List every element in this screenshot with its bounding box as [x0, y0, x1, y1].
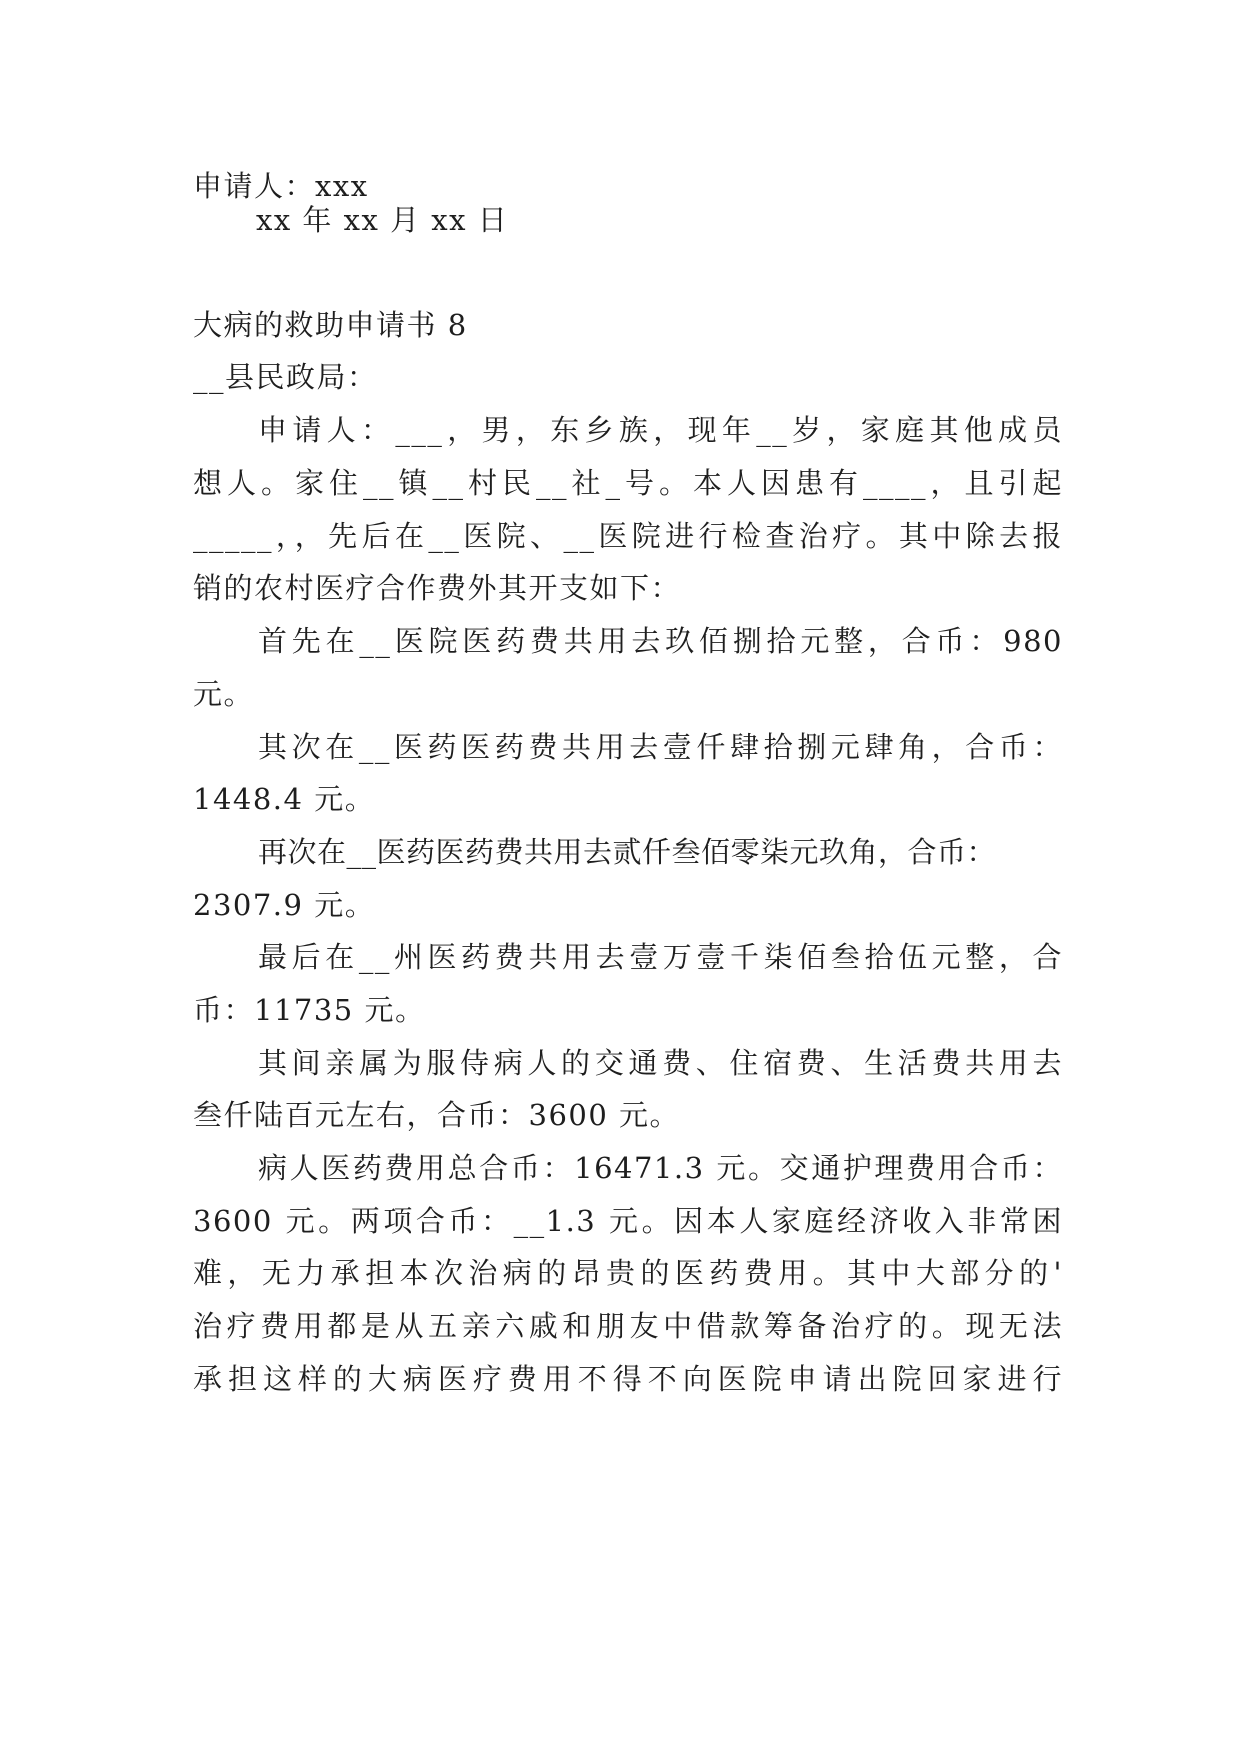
body-line: 想人。家住__镇__村民__社_号。本人因患有____，且引起: [193, 466, 1063, 500]
body-line: 销的农村医疗合作费外其开支如下：: [193, 571, 682, 605]
body-line: 其间亲属为服侍病人的交通费、住宿费、生活费共用去: [258, 1046, 1063, 1080]
body-line: 3600 元。两项合币：__1.3 元。因本人家庭经济收入非常困: [193, 1204, 1063, 1238]
body-line: 叁仟陆百元左右，合币：3600 元。: [193, 1098, 681, 1132]
body-line: 元。: [193, 677, 255, 711]
recipient-line: __县民政局：: [193, 360, 378, 394]
body-line: 2307.9 元。: [193, 888, 376, 922]
body-line: 1448.4 元。: [193, 782, 376, 816]
body-line: 申请人：___，男，东乡族，现年__岁，家庭其他成员: [258, 413, 1063, 447]
body-line: _____，，先后在__医院、__医院进行检查治疗。其中除去报: [193, 519, 1063, 553]
body-line: 难，无力承担本次治病的昂贵的医药费用。其中大部分的': [193, 1256, 1063, 1290]
document-title: 大病的救助申请书 8: [193, 308, 468, 342]
signature-date: xx 年 xx 月 xx 日: [256, 203, 509, 237]
body-line: 病人医药费用总合币：16471.3 元。交通护理费用合币：: [258, 1151, 1063, 1185]
body-line: 承担这样的大病医疗费用不得不向医院申请出院回家进行: [193, 1362, 1063, 1396]
body-line: 再次在__医药医药费共用去贰仟叁佰零柒元玖角，合币：: [258, 835, 997, 869]
body-line: 其次在__医药医药费共用去壹仟肆拾捌元肆角，合币：: [258, 730, 1063, 764]
body-line: 治疗费用都是从五亲六戚和朋友中借款筹备治疗的。现无法: [193, 1309, 1063, 1343]
body-line: 最后在__州医药费共用去壹万壹千柒佰叁拾伍元整，合: [258, 940, 1063, 974]
body-line: 币：11735 元。: [193, 993, 426, 1027]
applicant-signature: 申请人：xxx: [193, 169, 369, 203]
body-line: 首先在__医院医药费共用去玖佰捌拾元整，合币：980: [258, 624, 1063, 658]
